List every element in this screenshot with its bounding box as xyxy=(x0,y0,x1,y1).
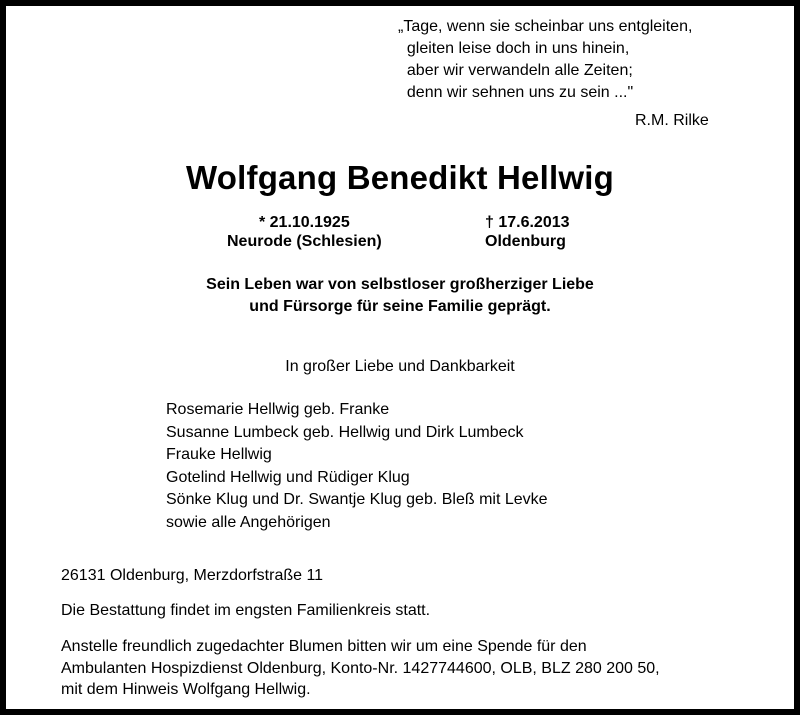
rilke-quote xyxy=(398,16,692,104)
address: 26131 Oldenburg, Merzdorfstraße 11 xyxy=(61,567,324,584)
family-member: Rosemarie Hellwig geb. Franke xyxy=(166,401,390,418)
quote-author: R.M. Rilke xyxy=(635,112,709,129)
obituary-card xyxy=(6,6,794,709)
death-place: Oldenburg xyxy=(485,233,566,250)
death-date: † 17.6.2013 xyxy=(485,214,570,231)
donation-note xyxy=(61,636,660,701)
family-member: sowie alle Angehörigen xyxy=(166,513,331,531)
birth-place: Neurode (Schlesien) xyxy=(227,233,382,250)
tribute-line: Sein Leben war von selbstloser großherziger Liebe xyxy=(206,276,594,293)
quote-line: „Tage, wenn sie scheinbar uns entgleiten, xyxy=(398,18,693,35)
birth-date: * 21.10.1925 xyxy=(258,214,350,231)
quote-line: gleiten leise doch in uns hinein, xyxy=(398,40,630,57)
family-member: Gotelind Hellwig und Rüdiger Klug xyxy=(166,468,410,486)
birth-info xyxy=(227,213,382,251)
donation-line: mit dem Hinweis Wolfgang Hellwig. xyxy=(61,681,311,698)
donation-line: Ambulanten Hospizdienst Oldenburg, Konto-Nr. 1427744600, OLB, BLZ 280 200 50, xyxy=(61,659,660,677)
family-member: Susanne Lumbeck geb. Hellwig und Dirk Lumbeck xyxy=(166,423,524,441)
funeral-note: Die Bestattung findet im engsten Familienkreis statt. xyxy=(61,602,431,619)
quote-line: aber wir verwandeln alle Zeiten; xyxy=(398,62,633,79)
thanks-line: In großer Liebe und Dankbarkeit xyxy=(285,358,515,375)
death-info xyxy=(485,213,570,251)
family-member: Frauke Hellwig xyxy=(166,446,272,464)
deceased-name: Wolfgang Benedikt Hellwig xyxy=(186,159,614,196)
family-list xyxy=(166,399,548,535)
donation-line: Anstelle freundlich zugedachter Blumen bitten wir um eine Spende für den xyxy=(61,638,587,655)
family-member: Sönke Klug und Dr. Swantje Klug geb. Bleß mit Levke xyxy=(166,491,548,509)
tribute-line: und Fürsorge für seine Familie geprägt. xyxy=(249,298,551,315)
quote-line: denn wir sehnen uns zu sein ..." xyxy=(398,84,634,101)
tribute-text xyxy=(6,274,794,318)
